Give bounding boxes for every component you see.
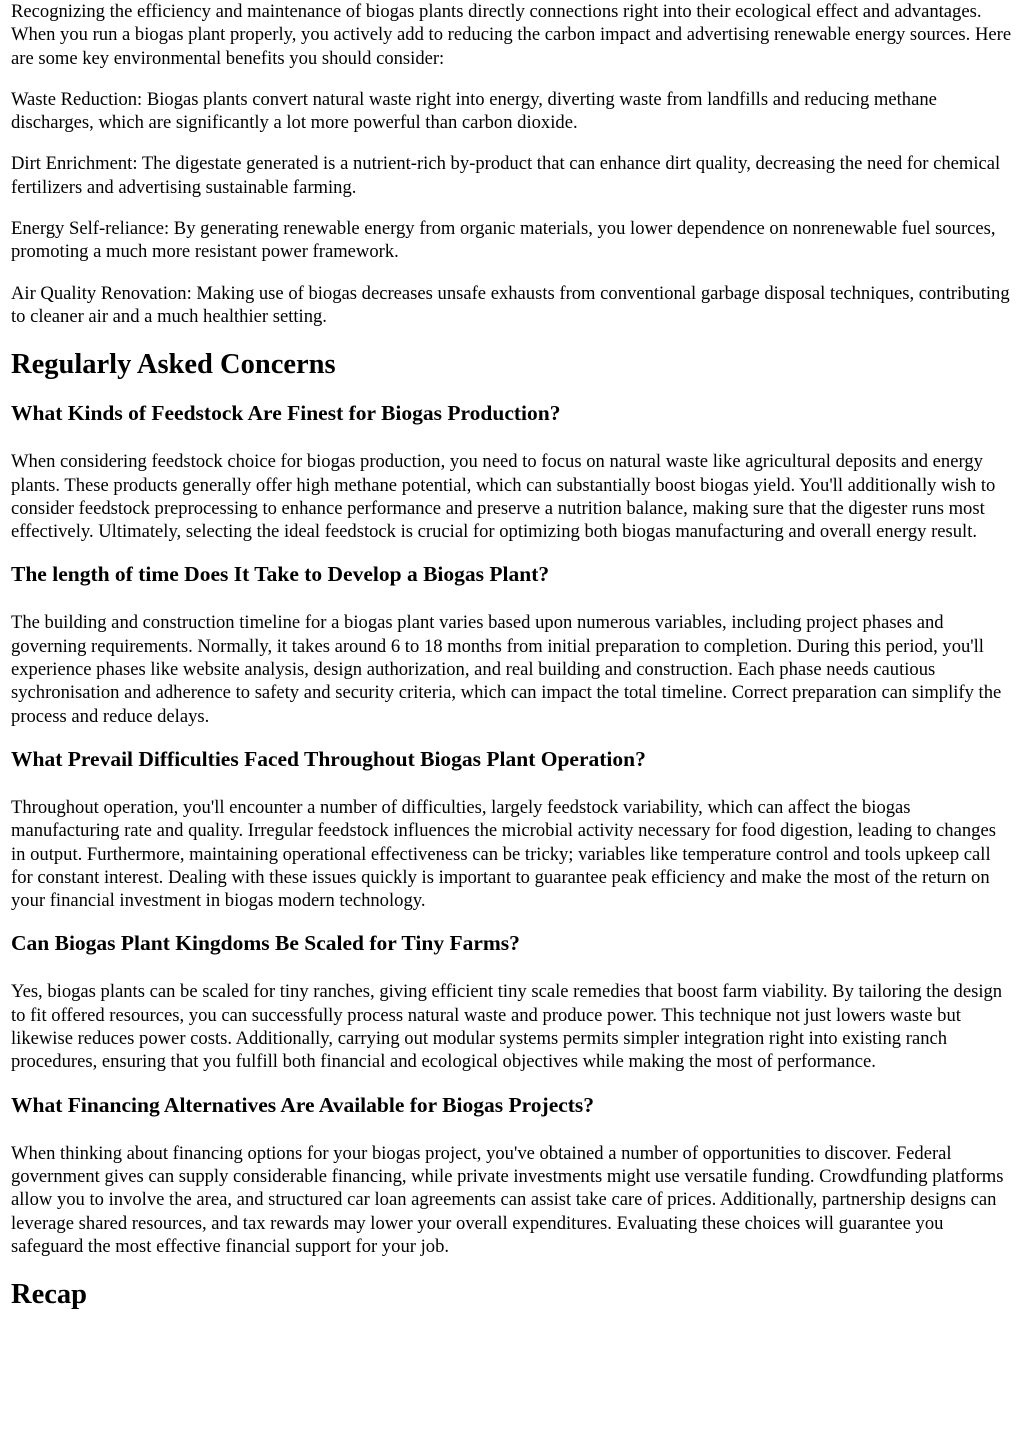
faq-answer-build-time: The building and construction timeline for a biogas plant varies based upon numerous variables, including project phases and governing requirements. Normally, it takes around 6 to 18 months from initial preparation to completion. During this period, you'll experience phases like website analysis, design authorization, and real building and construction. Each phase needs cautious sychronisation and adherence to safety and security criteria, which can impact the total timeline. Correct preparation can simplify the process and reduce delays. xyxy=(11,612,1002,727)
faq-question-feedstock: What Kinds of Feedstock Are Finest for Biogas Production? xyxy=(11,401,561,426)
intro-paragraph: Recognizing the efficiency and maintenance of biogas plants directly connections right into their ecological effect and advantages. When you run a biogas plant properly, you actively add to reducing the carbon impact and advertising renewable energy sources. Here are some key environmental benefits you should consider: xyxy=(11,1,1012,69)
benefit-air-quality: Air Quality Renovation: Making use of biogas decreases unsafe exhausts from conventional garbage disposal techniques, contributing to cleaner air and a much healthier setting. xyxy=(11,282,1010,327)
faq-answer-difficulties: Throughout operation, you'll encounter a number of difficulties, largely feedstock variability, which can affect the biogas manufacturing rate and quality. Irregular feedstock influences the microbial activity necessary for food digestion, leading to changes in output. Furthermore, maintaining operational effectiveness can be tricky; variables like temperature control and tools upkeep call for constant interest. Dealing with these issues quickly is important to guarantee peak efficiency and make the most of the return on your financial investment in biogas modern technology. xyxy=(11,796,996,912)
faq-answer-feedstock: When considering feedstock choice for biogas production, you need to focus on natural waste like agricultural deposits and energy plants. These products generally offer high methane potential, which can substantially boost biogas yield. You'll additionally wish to consider feedstock preprocessing to enhance performance and preserve a nutrition balance, making sure that the digester runs most effectively. Ultimately, selecting the ideal feedstock is crucial for optimizing both biogas manufacturing and overall energy result. xyxy=(11,451,996,543)
benefit-energy-self-reliance: Energy Self-reliance: By generating renewable energy from organic materials, you lower dependence on nonrenewable fuel sources, promoting a much more resistant power framework. xyxy=(11,218,996,263)
faq-question-build-time: The length of time Does It Take to Develop a Biogas Plant? xyxy=(11,562,550,587)
faq-question-small-farms: Can Biogas Plant Kingdoms Be Scaled for Tiny Farms? xyxy=(11,931,520,956)
faq-answer-financing: When thinking about financing options for your biogas project, you've obtained a number of opportunities to discover. Federal government gives can supply considerable financing, while private investments might use versatile funding. Crowdfunding platforms allow you to involve the area, and structured car loan agreements can assist take care of prices. Additionally, partnership designs can leverage shared resources, and tax rewards may lower your overall expenditures. Evaluating these choices will guarantee you safeguard the most effective financial support for your job. xyxy=(11,1142,1004,1257)
faq-question-difficulties: What Prevail Difficulties Faced Throughout Biogas Plant Operation? xyxy=(11,746,646,771)
benefit-waste-reduction: Waste Reduction: Biogas plants convert natural waste right into energy, diverting waste from landfills and reducing methane discharges, which are significantly a lot more powerful than carbon dioxide. xyxy=(11,88,937,134)
recap-heading: Recap xyxy=(11,1279,87,1311)
benefit-dirt-enrichment: Dirt Enrichment: The digestate generated is a nutrient-rich by-product that can enhance dirt quality, decreasing the need for chemical fertilizers and advertising sustainable farming. xyxy=(11,153,1001,198)
faq-question-financing: What Financing Alternatives Are Available for Biogas Projects? xyxy=(11,1092,595,1117)
faq-heading: Regularly Asked Concerns xyxy=(11,349,336,381)
faq-answer-small-farms: Yes, biogas plants can be scaled for tiny ranches, giving efficient tiny scale remedies that boost farm viability. By tailoring the design to fit offered resources, you can successfully process natural waste and produce power. This technique not just lowers waste but likewise reduces power costs. Additionally, carrying out modular systems permits simpler integration right into existing ranch procedures, ensuring that you fulfill both financial and ecological objectives while making the most of performance. xyxy=(11,981,1003,1073)
